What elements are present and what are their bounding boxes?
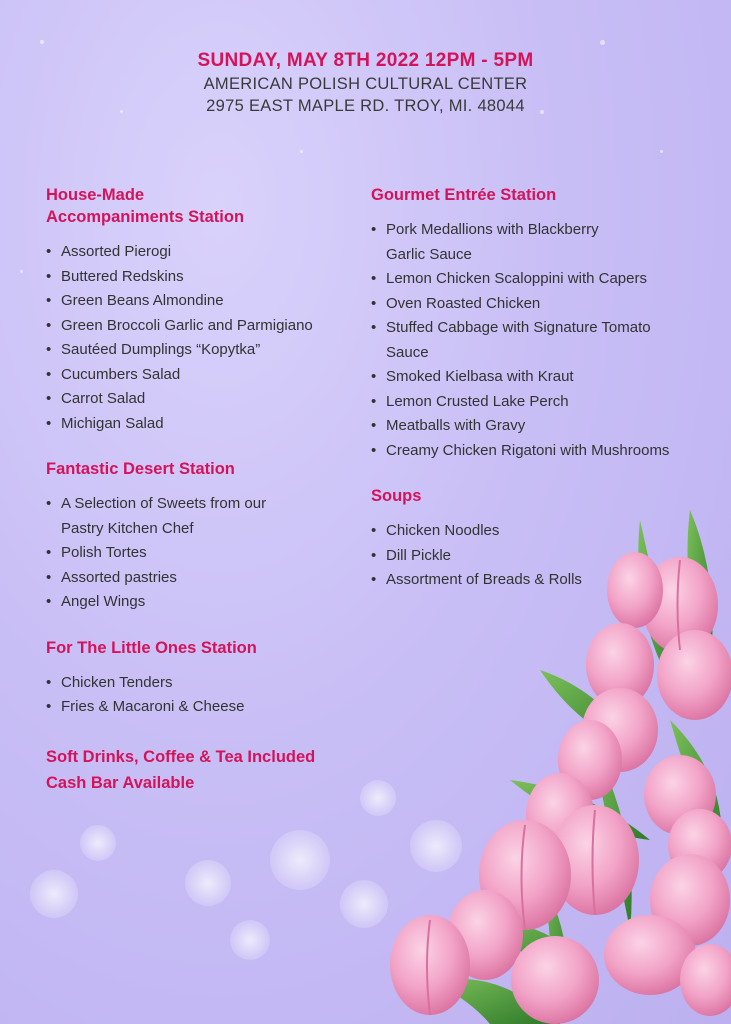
tulip bbox=[607, 552, 663, 628]
desert-list bbox=[46, 492, 296, 615]
list-item: • Green Beans Almondine bbox=[46, 289, 366, 314]
soups-heading: Soups bbox=[371, 487, 422, 505]
list-item: • Lemon Crusted Lake Perch bbox=[371, 390, 701, 415]
list-item: • Angel Wings bbox=[46, 590, 296, 615]
entree-list bbox=[371, 218, 701, 463]
pink-tulips-bouquet bbox=[390, 500, 731, 1024]
list-item: • Lemon Chicken Scaloppini with Capers bbox=[371, 267, 701, 292]
drinks-line: Soft Drinks, Coffee & Tea Included bbox=[46, 747, 316, 766]
list-item: • Chicken Tenders bbox=[46, 671, 366, 696]
left-column bbox=[46, 184, 366, 808]
heading-line: Accompaniments Station bbox=[46, 208, 245, 226]
list-item: • Meatballs with Gravy bbox=[371, 414, 701, 439]
list-item: • Smoked Kielbasa with Kraut bbox=[371, 365, 701, 390]
bokeh-light bbox=[30, 870, 78, 918]
little-ones-heading: For The Little Ones Station bbox=[46, 638, 257, 657]
drinks-note bbox=[46, 744, 366, 796]
sparkle bbox=[40, 40, 44, 44]
event-date: SUNDAY, MAY 8TH 2022 12PM - 5PM bbox=[197, 50, 534, 71]
list-item: • Green Broccoli Garlic and Parmigiano bbox=[46, 314, 366, 339]
little-ones-list bbox=[46, 671, 366, 720]
list-item: • Sautéed Dumplings “Kopytka” bbox=[46, 338, 366, 363]
tulip bbox=[511, 936, 599, 1024]
list-item: • Assorted pastries bbox=[46, 566, 296, 591]
sparkle bbox=[300, 150, 303, 153]
sparkle bbox=[20, 270, 23, 273]
event-address: 2975 EAST MAPLE RD. TROY, MI. 48044 bbox=[206, 97, 525, 115]
event-header bbox=[0, 50, 731, 116]
bokeh-light bbox=[80, 825, 116, 861]
list-item: • Cucumbers Salad bbox=[46, 363, 366, 388]
list-item: • Stuffed Cabbage with Signature Tomato Sauce bbox=[371, 316, 676, 365]
tulip bbox=[657, 630, 731, 720]
entree-heading: Gourmet Entrée Station bbox=[371, 186, 557, 204]
list-item: • A Selection of Sweets from our Pastry Kitchen Chef bbox=[46, 492, 296, 541]
tulip bbox=[390, 915, 470, 1015]
accompaniments-list bbox=[46, 240, 366, 436]
event-venue: AMERICAN POLISH CULTURAL CENTER bbox=[203, 75, 528, 93]
list-item: • Assorted Pierogi bbox=[46, 240, 366, 265]
list-item: • Carrot Salad bbox=[46, 387, 366, 412]
heading-line: House-Made bbox=[46, 186, 145, 204]
list-item: • Pork Medallions with Blackberry Garlic Sauce bbox=[371, 218, 626, 267]
bokeh-light bbox=[230, 920, 270, 960]
list-item: • Assortment of Breads & Rolls bbox=[371, 568, 721, 593]
list-item: • Oven Roasted Chicken bbox=[371, 292, 701, 317]
bokeh-light bbox=[340, 880, 388, 928]
desert-heading: Fantastic Desert Station bbox=[46, 460, 235, 478]
sparkle bbox=[600, 40, 605, 45]
accompaniments-heading bbox=[46, 184, 366, 228]
cash-bar-line: Cash Bar Available bbox=[46, 773, 195, 792]
list-item: • Fries & Macaroni & Cheese bbox=[46, 695, 366, 720]
bokeh-light bbox=[270, 830, 330, 890]
bokeh-light bbox=[185, 860, 231, 906]
list-item: • Creamy Chicken Rigatoni with Mushrooms bbox=[371, 439, 701, 464]
sparkle bbox=[660, 150, 663, 153]
list-item: • Polish Tortes bbox=[46, 541, 296, 566]
list-item: • Buttered Redskins bbox=[46, 265, 366, 290]
list-item: • Michigan Salad bbox=[46, 412, 366, 437]
list-item: • Dill Pickle bbox=[371, 544, 721, 569]
list-item: • Chicken Noodles bbox=[371, 519, 721, 544]
